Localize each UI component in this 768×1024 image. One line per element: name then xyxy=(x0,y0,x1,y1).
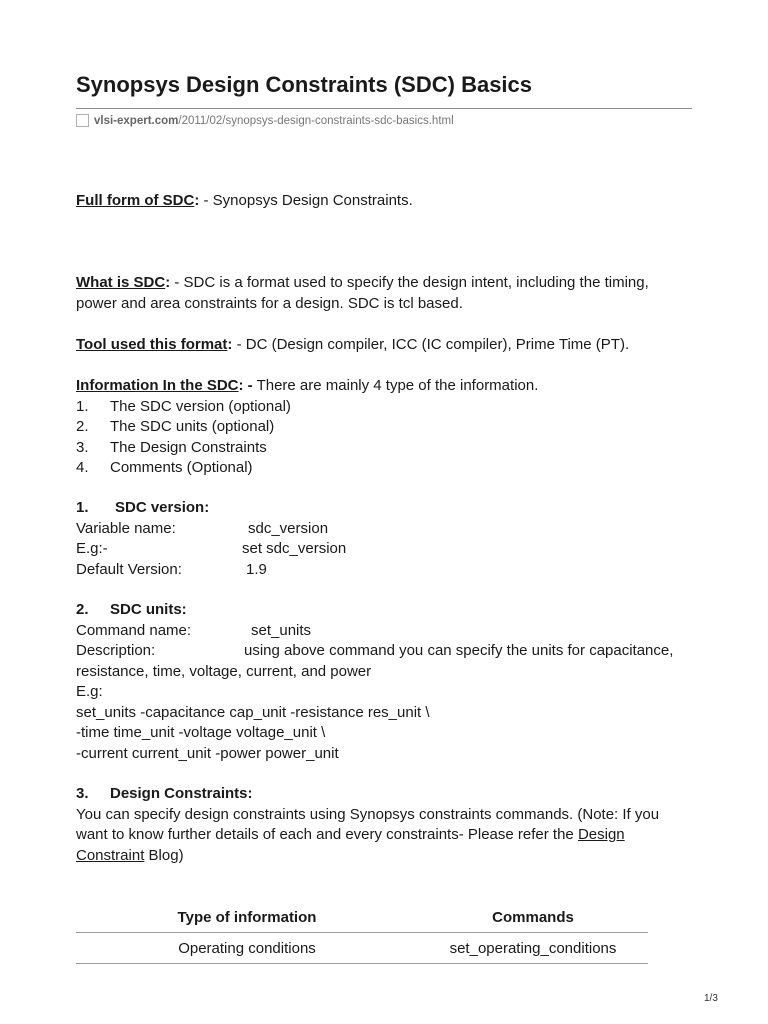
design-constraints-section xyxy=(76,784,692,866)
description-continued: resistance, time, voltage, current, and power xyxy=(76,662,372,680)
design-constraints-line1: You can specify design constraints using Synopsys constraints commands. (Note: If you xyxy=(76,805,660,823)
table-cell: set_operating_conditions xyxy=(449,939,617,957)
table-header-row xyxy=(76,902,648,932)
design-constraints-line3: Constraint Blog) xyxy=(76,846,184,864)
information-intro-text: There are mainly 4 type of the information. xyxy=(252,377,539,394)
kv-row: Command name: set_units xyxy=(76,621,312,639)
source-url[interactable] xyxy=(76,114,454,127)
code-line: set_units -capacitance cap_unit -resistance res_unit \ xyxy=(76,703,430,721)
information-intro: Information In the SDC: - There are mainly 4 type of the information. xyxy=(76,377,539,394)
sdc-version-section xyxy=(76,498,692,580)
kv-row: Default Version: 1.9 xyxy=(76,560,267,578)
source-domain: vlsi-expert.com xyxy=(94,114,179,127)
table-header-cell: Commands xyxy=(492,908,574,926)
information-label: Information In the SDC xyxy=(76,377,239,394)
source-link[interactable] xyxy=(94,115,454,127)
information-section xyxy=(76,376,692,479)
code-line: -current current_unit -power power_unit xyxy=(76,744,339,762)
source-path: /2011/02/synopsys-design-constraints-sdc-basics.html xyxy=(178,114,454,127)
list-item: 4. Comments (Optional) xyxy=(76,459,253,476)
table-cell: Operating conditions xyxy=(178,939,316,957)
design-constraint-link[interactable]: Design xyxy=(577,826,625,843)
section-heading: 1. SDC version: xyxy=(76,499,210,516)
sdc-units-section xyxy=(76,600,692,764)
tool-text: - DC (Design compiler, ICC (IC compiler), Prime Time (PT). xyxy=(232,336,630,353)
page-title: Synopsys Design Constraints (SDC) Basics xyxy=(76,72,533,97)
design-constraint-link-cont[interactable]: Constraint xyxy=(76,846,145,864)
tool-label: Tool used this format xyxy=(76,336,228,353)
list-item: 3. The Design Constraints xyxy=(76,438,267,456)
table-header-cell: Type of information xyxy=(177,908,317,926)
kv-row: Description: using above command you can specify the units for capacitance, xyxy=(76,642,674,659)
what-is-paragraph: What is SDC: - SDC is a format used to specify the design intent, including the timing, power and area constraints for a design. SDC is tcl based. xyxy=(76,274,649,312)
list-item: 2. The SDC units (optional) xyxy=(76,418,275,435)
design-constraints-line2: want to know further details of each and every constraints- Please refer the Design xyxy=(76,826,625,843)
full-form-text: - Synopsys Design Constraints. xyxy=(199,192,413,209)
what-is-line1: - SDC is a format used to specify the design intent, including the timing, xyxy=(170,274,649,291)
title-divider xyxy=(76,108,692,109)
what-is-line2: power and area constraints for a design. SDC is tcl based. xyxy=(76,294,463,312)
section-heading: 3. Design Constraints: xyxy=(76,785,253,802)
table-divider xyxy=(76,963,648,964)
kv-row: Variable name: sdc_version xyxy=(76,519,329,537)
example-label: E.g: xyxy=(76,683,103,700)
code-line: -time time_unit -voltage voltage_unit \ xyxy=(76,724,326,741)
section-heading: 2. SDC units: xyxy=(76,601,187,618)
what-is-label: What is SDC xyxy=(76,274,166,291)
checkbox-icon xyxy=(76,114,89,127)
full-form-label: Full form of SDC xyxy=(76,192,195,209)
tool-paragraph: Tool used this format: - DC (Design compiler, ICC (IC compiler), Prime Time (PT). xyxy=(76,336,630,353)
full-form-paragraph: Full form of SDC: - Synopsys Design Constraints. xyxy=(76,192,413,209)
table-row xyxy=(76,933,648,963)
list-item: 1. The SDC version (optional) xyxy=(76,397,291,415)
kv-row: E.g:- set sdc_version xyxy=(76,540,347,557)
commands-table xyxy=(76,902,648,964)
page-number: 1/3 xyxy=(704,993,718,1004)
